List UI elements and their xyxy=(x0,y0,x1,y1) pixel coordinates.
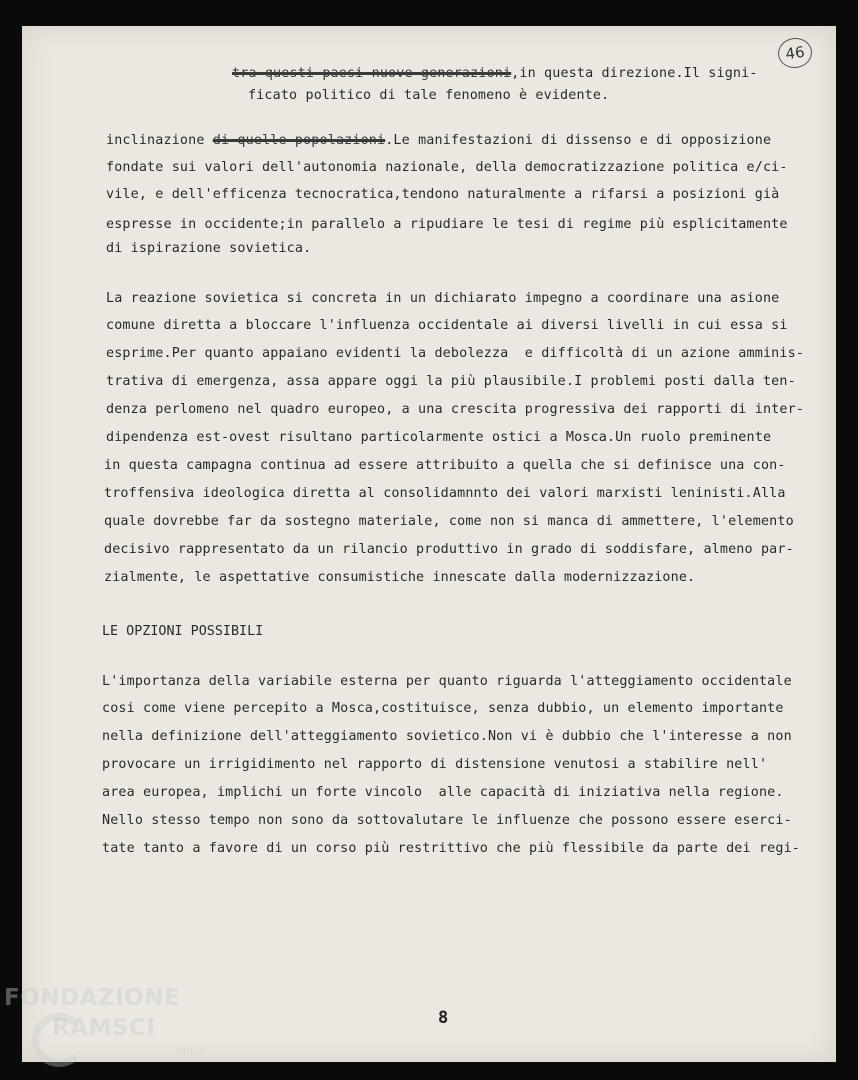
fragment-text: ,in questa direzione.Il signi- xyxy=(511,66,758,81)
paragraph3-line-1: L'importanza della variabile esterna per quanto riguarda l'atteggiamento occidentale xyxy=(102,674,792,689)
paragraph1-line-2: fondate sui valori dell'autonomia nazionale, della democratizzazione politica e/ci- xyxy=(106,160,788,175)
line-text: .Le manifestazioni di dissenso e di opposizione xyxy=(385,133,772,148)
section-heading: LE OPZIONI POSSIBILI xyxy=(102,624,264,639)
paragraph2-line-3: esprime.Per quanto appaiano evidenti la debolezza e difficoltà di un azione amminis- xyxy=(106,346,805,361)
paragraph2-line-9: quale dovrebbe far da sostegno materiale, come non si manca di ammettere, l'elemento xyxy=(104,514,794,529)
paragraph3-line-3: nella definizione dell'atteggiamento sovietico.Non vi è dubbio che l'interesse a non xyxy=(102,729,792,744)
paragraph2-line-4: trativa di emergenza, assa appare oggi la più plausibile.I problemi posti dalla ten- xyxy=(106,374,796,389)
page-number: 8 xyxy=(438,1008,449,1028)
paragraph3-line-5: area europea, implichi un forte vincolo alle capacità di iniziativa nella regione. xyxy=(102,785,784,800)
paragraph1-line-1 xyxy=(106,133,771,148)
paragraph3-line-4: provocare un irrigidimento nel rapporto di distensione venutosi a stabilire nell' xyxy=(102,757,768,772)
line-prefix: inclinazione xyxy=(106,133,213,148)
paragraph3-line-6: Nello stesso tempo non sono da sottovalutare le influenze che possono essere eserci- xyxy=(102,813,792,828)
watermark-line-3: onlus xyxy=(176,1045,206,1058)
watermark-line-2: RAMSCI xyxy=(52,1015,156,1041)
fragment-line-1 xyxy=(232,66,758,81)
fragment-text: ficato politico di tale fenomeno è evidente. xyxy=(248,88,610,103)
paragraph2-line-10: decisivo rappresentato da un rilancio produttivo in grado di soddisfare, almeno par- xyxy=(104,542,794,557)
folio-number: 46 xyxy=(776,36,814,70)
paragraph3-line-7: tate tanto a favore di un corso più restrittivo che più flessibile da parte dei regi- xyxy=(102,841,801,856)
paragraph2-line-5: denza perlomeno nel quadro europeo, a una crescita progressiva dei rapporti di inter- xyxy=(106,402,805,417)
struck-text: tra questi paesi nuove generazioni xyxy=(232,66,512,81)
paragraph2-line-6: dipendenza est-ovest risultano particolarmente ostici a Mosca.Un ruolo preminente xyxy=(106,430,772,445)
paragraph2-line-7: in questa campagna continua ad essere attribuito a quella che si definisce una con- xyxy=(104,458,786,473)
paragraph1-line-3: vile, e dell'efficenza tecnocratica,tendono naturalmente a rifarsi a posizioni già xyxy=(106,187,780,202)
paragraph2-line-8: troffensiva ideologica diretta al consolidamnnto dei valori marxisti leninisti.Alla xyxy=(104,486,786,501)
paragraph2-line-1: La reazione sovietica si concreta in un dichiarato impegno a coordinare una asione xyxy=(106,291,780,306)
paragraph1-line-5: di ispirazione sovietica. xyxy=(106,241,312,256)
fragment-line-2 xyxy=(248,88,609,103)
struck-text: di quelle popolazioni xyxy=(212,133,386,148)
paragraph1-line-4: espresse in occidente;in parallelo a ripudiare le tesi di regime più esplicitamente xyxy=(106,217,788,232)
fondazione-gramsci-watermark xyxy=(4,985,219,1075)
watermark-line-1: FONDAZIONE xyxy=(4,985,181,1011)
paragraph2-line-2: comune diretta a bloccare l'influenza occidentale ai diversi livelli in cui essa si xyxy=(106,318,788,333)
paragraph2-line-11: zialmente, le aspettative consumistiche innescate dalla modernizzazione. xyxy=(104,570,696,585)
paragraph3-line-2: cosi come viene percepito a Mosca,costituisce, senza dubbio, un elemento importante xyxy=(102,701,784,716)
